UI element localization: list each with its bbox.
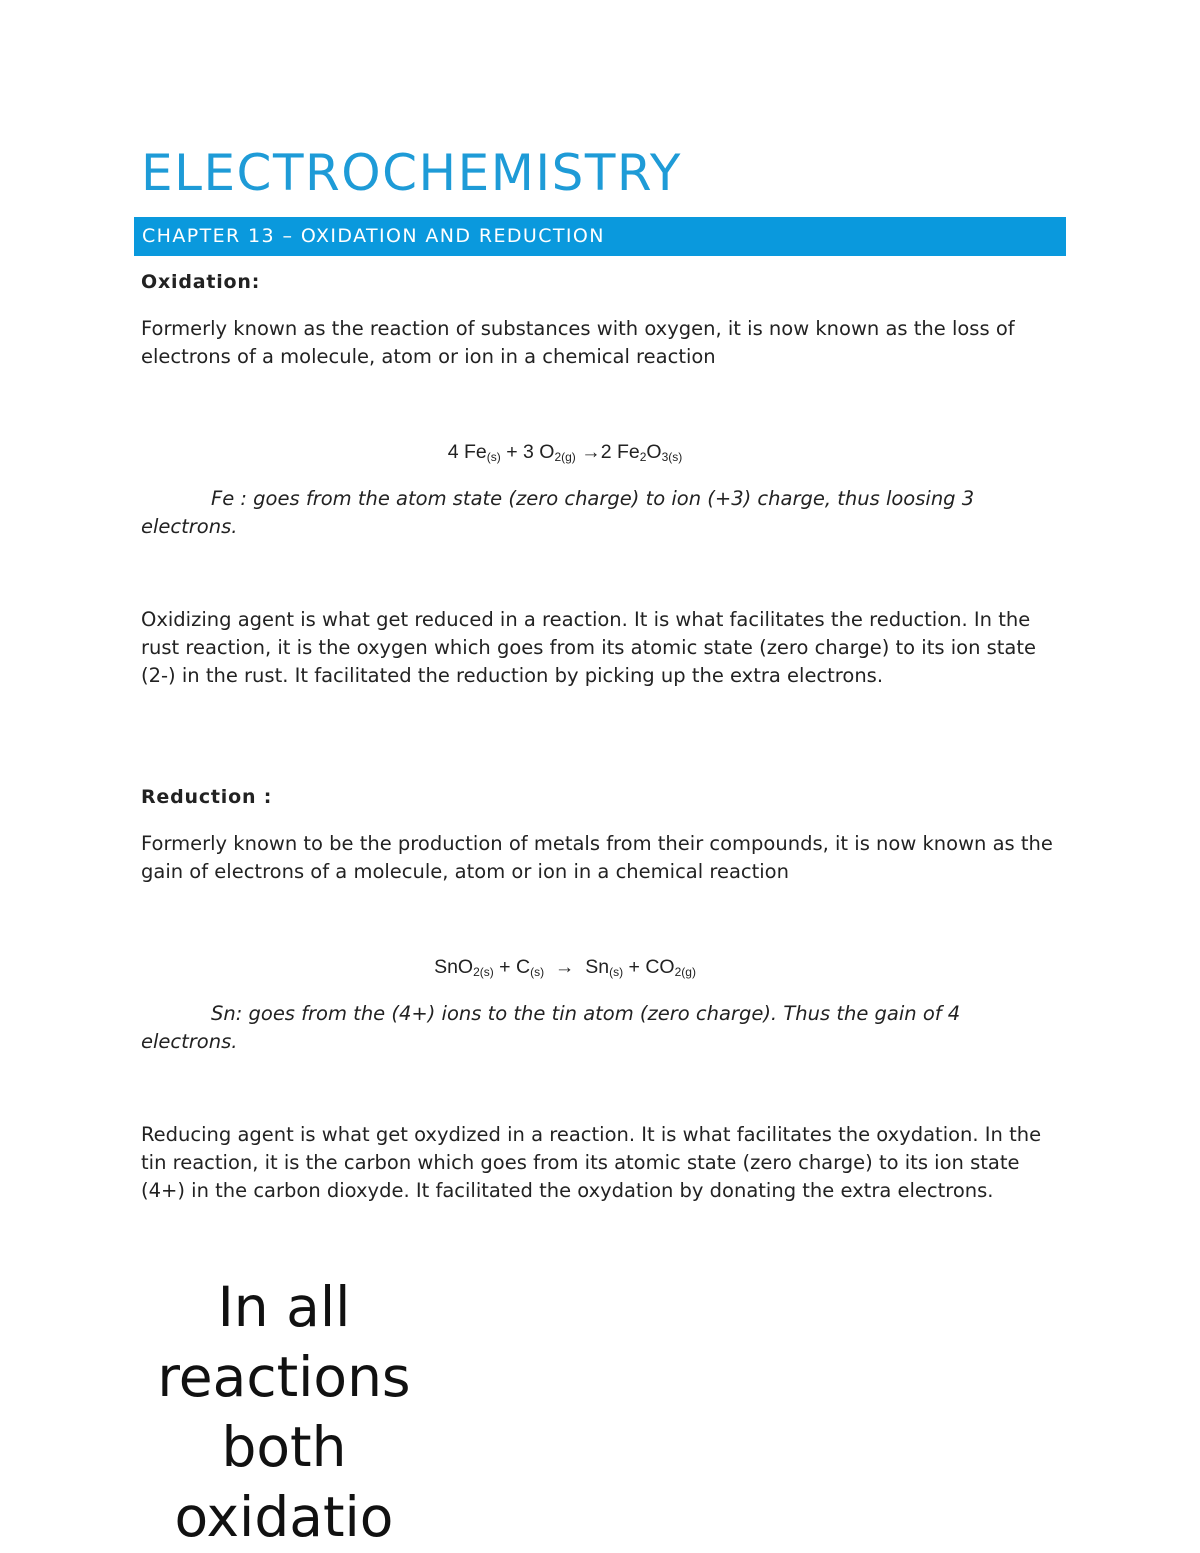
equation-subscript: 2(g): [674, 965, 696, 979]
equation-subscript: (s): [609, 965, 624, 979]
equation-term: + CO: [623, 956, 675, 978]
equation-subscript: 2(g): [554, 450, 576, 464]
callout-line: oxidatio: [174, 1485, 394, 1549]
reduction-equation: [0, 953, 1130, 986]
callout-line: both: [221, 1415, 347, 1479]
equation-subscript: 3(s): [661, 450, 683, 464]
equation-term: + 3 O: [500, 441, 555, 463]
oxidation-note: Fe : goes from the atom state (zero charge) to ion (+3) charge, thus loosing 3 electrons.: [141, 487, 975, 538]
equation-term: + C: [493, 956, 531, 978]
reduction-note: Sn: goes from the (4+) ions to the tin atom (zero charge). Thus the gain of 4 electrons.: [141, 1002, 961, 1053]
callout-text: [144, 1272, 424, 1552]
oxidizing-agent-paragraph: Oxidizing agent is what get reduced in a reaction. It is what facilitates the reduction. In the rust reaction, it is the oxygen which goes from its atomic state (zero charge) to its ion state (2-) in the rust. It facilitated the reduction by picking up the extra electrons.: [141, 608, 1037, 687]
reducing-agent-paragraph: Reducing agent is what get oxydized in a reaction. It is what facilitates the oxydation. In the tin reaction, it is the carbon which goes from its atomic state (zero charge) to its ion state (4+) in the carbon dioxyde. It facilitated the oxydation by donating the extra electrons.: [141, 1123, 1042, 1202]
equation-subscript: 2(s): [473, 965, 494, 979]
callout-line: reactions: [157, 1345, 411, 1409]
equation-subscript: (s): [486, 450, 501, 464]
equation-subscript: (s): [530, 965, 545, 979]
chapter-heading-bar: CHAPTER 13 – OXIDATION AND REDUCTION: [134, 217, 1066, 256]
oxidation-equation: [0, 438, 1130, 471]
reduction-definition: Formerly known to be the production of metals from their compounds, it is now known as the gain of electrons of a molecule, atom or ion in a chemical reaction: [141, 832, 1053, 883]
oxidation-definition: Formerly known as the reaction of substances with oxygen, it is now known as the loss of electrons of a molecule, atom or ion in a chemical reaction: [141, 317, 1015, 368]
equation-term: SnO: [434, 956, 474, 978]
document-title: ELECTROCHEMISTRY: [141, 144, 682, 202]
reduction-heading: Reduction :: [141, 786, 273, 808]
equation-term: →2 Fe: [575, 441, 640, 463]
equation-term: 4 Fe: [447, 441, 487, 463]
equation-term: O: [646, 441, 662, 463]
equation-subscript: 2: [639, 450, 647, 464]
callout-line: In all: [217, 1275, 351, 1339]
oxidation-heading: Oxidation:: [141, 271, 261, 293]
equation-term: → Sn: [544, 956, 610, 978]
